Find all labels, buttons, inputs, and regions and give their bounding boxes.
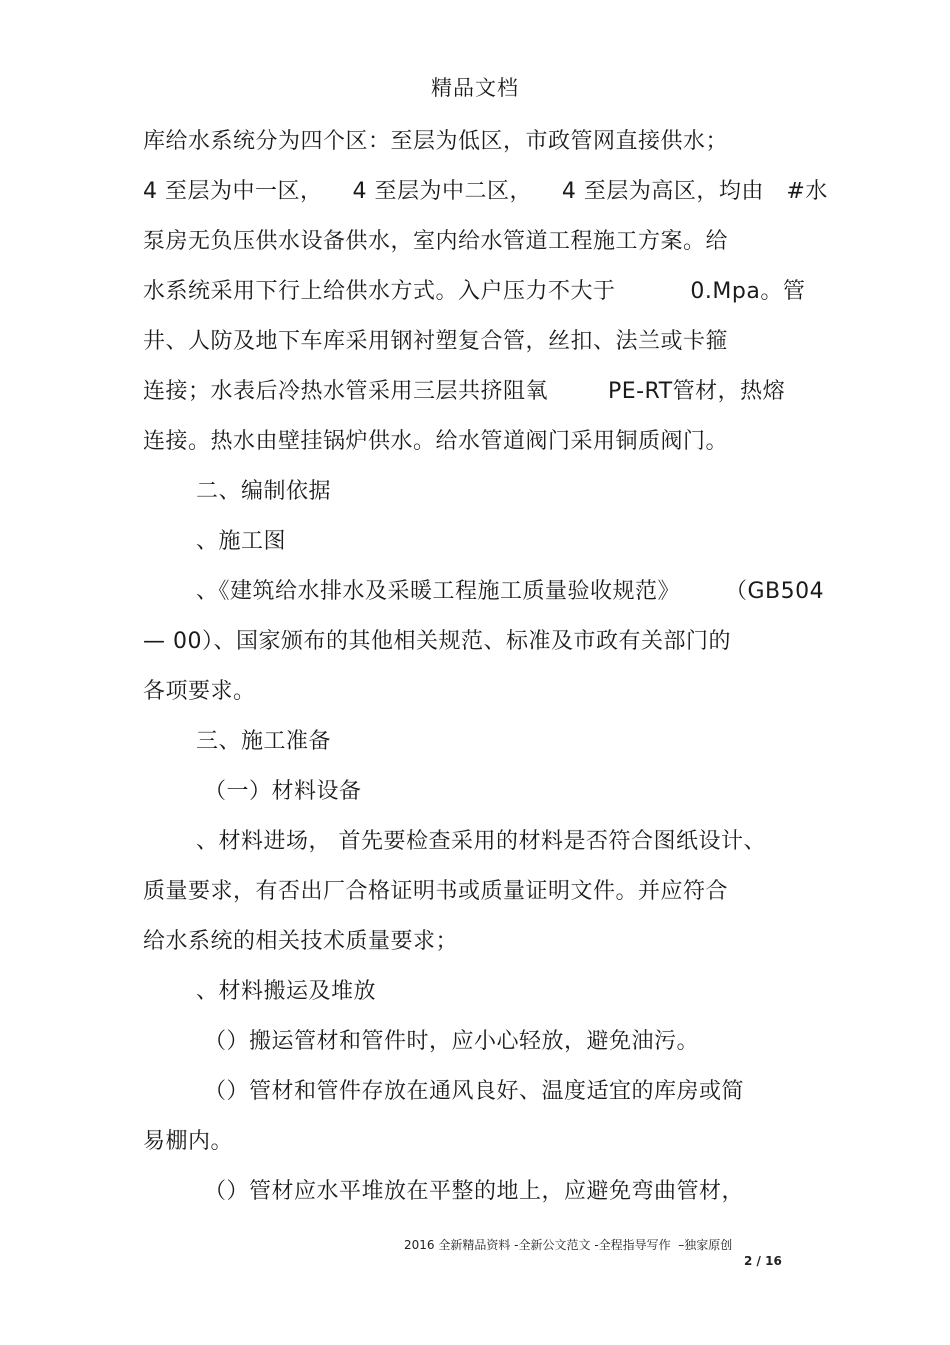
- body-line-15: 、材料进场， 首先要检查采用的材料是否符合图纸设计、: [196, 829, 766, 854]
- body-line-6: 连接；水表后冷热水管采用三层共挤阻氧 PE-RT管材，热熔: [143, 379, 786, 404]
- footer-text: 2016 全新精品资料 -全新公文范文 -全程指导写作 –独家原创: [404, 1238, 733, 1252]
- body-line-3: 泵房无负压供水设备供水，室内给水管道工程施工方案。给: [143, 229, 729, 254]
- section-heading-preparation: 三、施工准备: [196, 729, 332, 754]
- body-line-12: 各项要求。: [143, 679, 256, 704]
- body-line-1: 库给水系统分为四个区：至层为低区，市政管网直接供水；: [143, 129, 729, 154]
- body-line-9: 、施工图: [196, 529, 287, 554]
- body-line-4: 水系统采用下行上给供水方式。入户压力不大于 0.Mpa。管: [143, 279, 806, 304]
- body-line-18: 、材料搬运及堆放: [196, 979, 377, 1004]
- body-line-10: 、《建筑给水排水及采暖工程施工质量验收规范》 （GB504: [196, 579, 825, 604]
- body-line-2: 4 至层为中一区， 4 至层为中二区， 4 至层为高区，均由 #水: [143, 179, 828, 204]
- body-line-16: 质量要求，有否出厂合格证明书或质量证明文件。并应符合: [143, 879, 729, 904]
- section-heading-basis: 二、编制依据: [196, 479, 332, 504]
- body-line-7: 连接。热水由壁挂锅炉供水。给水管道阀门采用铜质阀门。: [143, 429, 729, 454]
- document-header: 精品文档: [431, 76, 519, 100]
- subsection-heading-materials: （一）材料设备: [204, 779, 362, 804]
- body-line-20: （）管材和管件存放在通风良好、温度适宜的库房或简: [204, 1079, 745, 1104]
- body-line-22: （）管材应水平堆放在平整的地上，应避免弯曲管材，: [204, 1179, 745, 1204]
- body-line-21: 易棚内。: [143, 1129, 234, 1154]
- body-line-19: （）搬运管材和管件时，应小心轻放，避免油污。: [204, 1029, 700, 1054]
- body-line-11: — 00）、国家颁布的其他相关规范、标准及市政有关部门的: [143, 629, 731, 654]
- page-number: 2 / 16: [744, 1254, 782, 1268]
- body-line-17: 给水系统的相关技术质量要求；: [143, 929, 459, 954]
- body-line-5: 井、人防及地下车库采用钢衬塑复合管，丝扣、法兰或卡箍: [143, 329, 729, 354]
